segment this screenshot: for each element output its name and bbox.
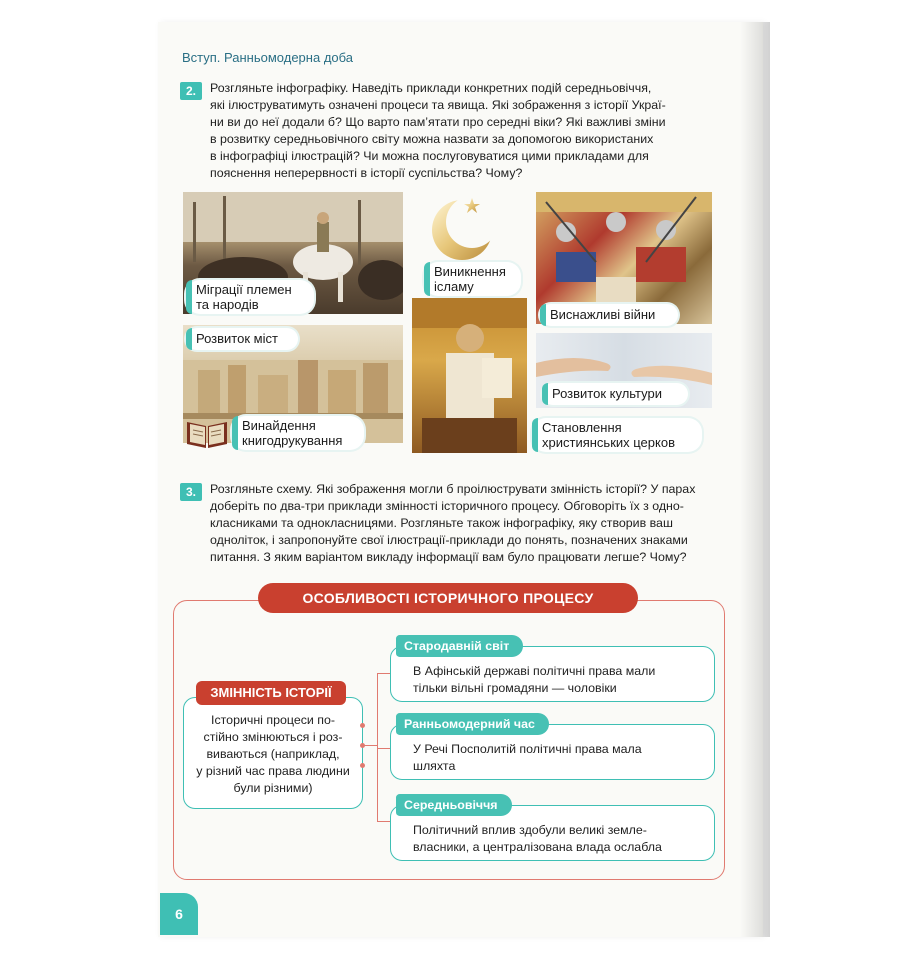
caption-islam <box>424 262 521 296</box>
period-text: У Речі Посполитій політичні права мала <box>413 742 642 756</box>
caption-line: Виникнення <box>434 264 506 279</box>
tag-ancient-world: Стародавній світ <box>396 635 523 657</box>
variability-line: стійно змінюються і роз- <box>203 730 343 744</box>
crescent-star-icon <box>412 192 527 267</box>
connector-dot <box>360 723 365 728</box>
period-text: шляхта <box>413 759 456 773</box>
tag-early-modern: Ранньомодерний час <box>396 713 549 735</box>
variability-label: ЗМІННІСТЬ ІСТОРІЇ <box>196 681 346 705</box>
task-3-text <box>210 481 715 566</box>
task-2-line: в розвитку середньовічного світу можна назвати за допомогою використаних <box>210 132 654 146</box>
task-2-line: ни ви до неї додали б? Що варто пам’ятати про середні віки? Які важливі зміни <box>210 115 666 129</box>
caption-printing <box>232 416 364 450</box>
period-text: Політичний вплив здобули великі земле- <box>413 823 647 837</box>
task-number-3: 3. <box>180 483 202 501</box>
page-number: 6 <box>160 893 198 935</box>
caption-churches <box>532 418 702 452</box>
connector-line <box>377 821 391 822</box>
caption-line: Становлення <box>542 420 622 435</box>
task-3-line: Розгляньте схему. Які зображення могли б проілюструвати змінність історії? У парах <box>210 482 696 496</box>
connector-line <box>363 745 377 746</box>
caption-line: Міграції племен <box>196 282 292 297</box>
period-text: В Афінській державі політичні права мали <box>413 664 656 678</box>
caption-wars: Виснажливі війни <box>540 304 678 326</box>
variability-line: у різний час права людини <box>196 764 350 778</box>
variability-line: Історичні процеси по- <box>211 713 335 727</box>
variability-line: були різними) <box>233 781 313 795</box>
running-head: Вступ. Ранньомодерна доба <box>182 50 354 65</box>
task-2-line: пояснення неперервності в історії суспільства? Чому? <box>210 166 523 180</box>
task-number-2: 2. <box>180 82 202 100</box>
churches-photo <box>412 298 527 453</box>
caption-line: та народів <box>196 297 259 312</box>
churches-illustration <box>412 298 527 453</box>
caption-line: Винайдення <box>242 418 316 433</box>
period-text: власники, а централізована влада ослабла <box>413 840 662 854</box>
task-2-line: в інфографіці ілюстрацій? Чи можна послуговуватися цими прикладами для <box>210 149 649 163</box>
page-gutter-shadow <box>740 22 770 937</box>
caption-culture: Розвиток культури <box>542 383 688 405</box>
connector-line <box>377 673 391 821</box>
connector-dot <box>360 743 365 748</box>
caption-line: книгодрукування <box>242 433 343 448</box>
connector-dot <box>360 763 365 768</box>
caption-migrations <box>186 280 314 314</box>
task-3-line: питання. З яким варіантом викладу інформації вам було працювати легше? Чому? <box>210 550 687 564</box>
connector-line <box>377 673 391 674</box>
task-2-line: які ілюструватимуть означені процеси та явища. Які зображення з історії Украї- <box>210 98 666 112</box>
tag-middle-ages: Середньовіччя <box>396 794 512 816</box>
variability-box <box>183 697 363 809</box>
caption-line: ісламу <box>434 279 474 294</box>
task-2-line: Розгляньте інфографіку. Наведіть приклади конкретних подій середньовіччя, <box>210 81 652 95</box>
task-2-text <box>210 80 715 182</box>
variability-line: виваються (наприклад, <box>206 747 340 761</box>
caption-line: християнських церков <box>542 435 675 450</box>
task-3-line: доберіть по два-три приклади змінності історичного процесу. Обговоріть їх з одно- <box>210 499 684 513</box>
task-3-line: одноліток, і запропонуйте свої ілюстрації-приклади до понять, позначених знаками <box>210 533 688 547</box>
book-icon <box>185 416 229 450</box>
connector-line <box>377 748 391 749</box>
scheme-title: ОСОБЛИВОСТІ ІСТОРИЧНОГО ПРОЦЕСУ <box>258 583 638 613</box>
period-text: тільки вільні громадяни — чоловіки <box>413 681 617 695</box>
caption-cities: Розвиток міст <box>186 328 298 350</box>
task-3-line: класниками та однокласницями. Розгляньте також інфографіку, яку створив ваш <box>210 516 673 530</box>
